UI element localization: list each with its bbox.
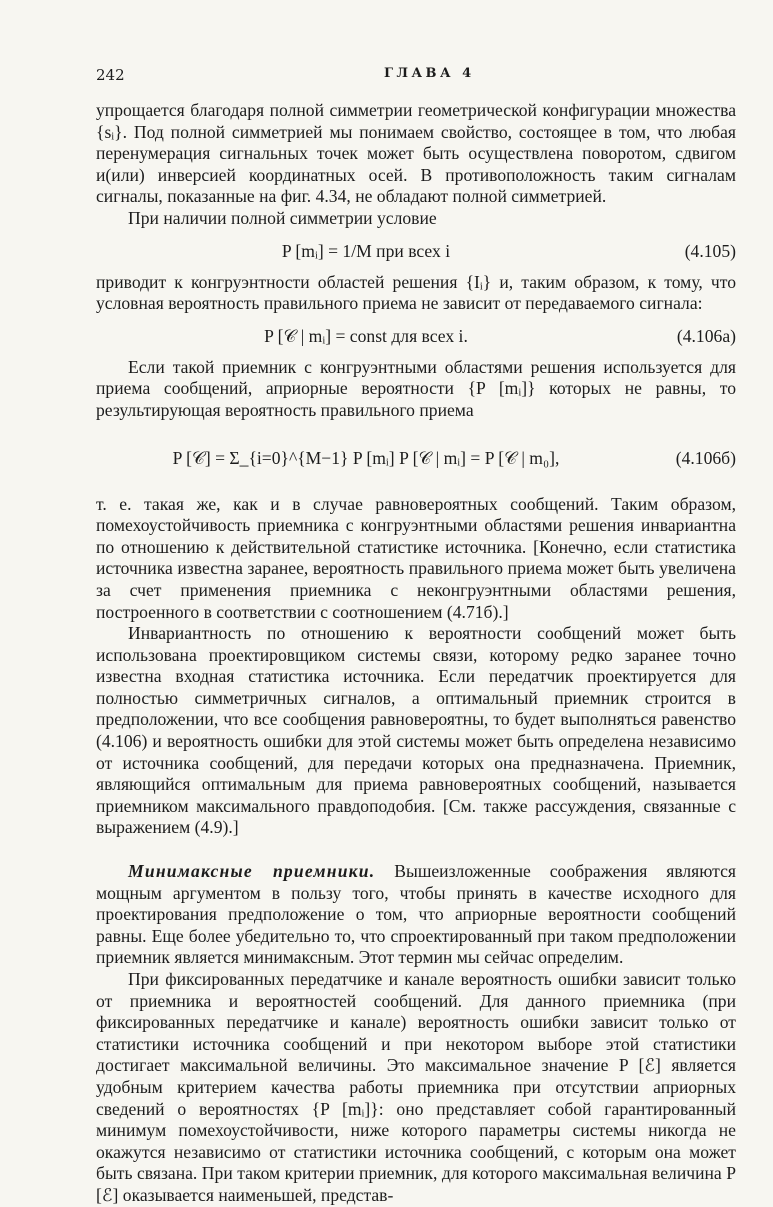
page-header bbox=[96, 66, 745, 90]
equation-4-105-number: (4.105) bbox=[684, 240, 736, 261]
equation-4-105 bbox=[96, 236, 736, 266]
paragraph-4: Если такой приемник с конгруэнтными областями решения используется для приема сообщений, априорные вероятности {P [mᵢ]} которых не равны, то результирующая вероятность правильного приема bbox=[96, 356, 736, 420]
equation-4-106b-expr: P [𝒞] = Σ_{i=0}^{M−1} P [mᵢ] P [𝒞 | mᵢ] = P [𝒞 | m₀], bbox=[172, 447, 560, 468]
page-number: 242 bbox=[96, 66, 125, 84]
paragraph-2: При наличии полной симметрии условие bbox=[128, 207, 437, 228]
equation-4-106a bbox=[96, 321, 736, 351]
paragraph-8: При фиксированных передатчике и канале вероятность ошибки зависит только от приемника и вероятностей сообщений. Для данного приемника (при фиксированных передатчике и канале) вероятность ошибки зависит только от статистики источника сообщений и при некотором выборе этой статистики достигает максимальной величины. Это максимальное значение P [ℰ] является удобным критерием качества работы приемника при отсутствии априорных сведений о вероятностях {P [mᵢ]}: оно представляет собой гарантированный минимум помехоустойчивости, ниже которого параметры системы никогда не окажутся независимо от статистики источника сообщений, с которым она может быть связана. При таком критерии приемник, для которого максимальная величина P [ℰ] оказывается наименьшей, представ- bbox=[96, 969, 736, 1205]
paragraph-1: упрощается благодаря полной симметрии геометрической конфигурации множества {sᵢ}. Под полной симметрией мы понимаем свойство, состоящее в том, что любая перенумерация сигнальных точек может быть осуществлена поворотом, сдвигом и(или) инверсией координатных осей. В противоположность таким сигналам сигналы, показанные на фиг. 4.34, не обладают полной симметрией. bbox=[96, 100, 736, 207]
equation-4-106b bbox=[96, 426, 736, 490]
section-heading-minimax: Минимаксные приемники. bbox=[128, 861, 376, 882]
paragraph-6: Инвариантность по отношению к вероятности сообщений может быть использована проектировщиком системы связи, которому редко заранее точно известна входная статистика источника. Если передатчик проектируется для полностью симметричных сигналов, а оптимальный приемник строится в предположении, что все сообщения равновероятны, то будет выполняться равенство (4.106) и вероятность ошибки для этой системы может быть определена независимо от источника сообщений, для передачи которых она предназначена. Приемник, являющийся оптимальным для приема равновероятных сообщений, называется приемником максимального правдоподобия. [См. также рассуждения, связанные с выражением (4.9).] bbox=[96, 623, 736, 838]
paragraph-3: приводит к конгруэнтности областей решения {Iᵢ} и, таким образом, к тому, что условная вероятность правильного приема не зависит от передаваемого сигнала: bbox=[96, 271, 736, 314]
chapter-title: ГЛАВА 4 bbox=[384, 66, 475, 81]
equation-4-106a-number: (4.106а) bbox=[676, 325, 736, 346]
paragraph-minimax-text: Вышеизложенные соображения являются мощным аргументом в пользу того, чтобы принять в качестве исходного для проектирования предположение о том, что априорные вероятности сообщений равны. Еще более убедительно то, что спроектированный при таком предположении приемник является минимаксным. Этот термин мы сейчас определим. bbox=[96, 861, 736, 968]
equation-4-105-expr: P [mᵢ] = 1/M при всех i bbox=[281, 240, 451, 261]
page-body bbox=[96, 100, 736, 1207]
equation-4-106b-number: (4.106б) bbox=[675, 447, 736, 468]
equation-4-106a-expr: P [𝒞 | mᵢ] = const для всех i. bbox=[264, 325, 468, 346]
paragraph-5: т. е. такая же, как и в случае равновероятных сообщений. Таким образом, помехоустойчивость приемника с конгруэнтными областями решения инвариантна по отношению к действительной статистике источника. [Конечно, если статистика источника известна заранее, вероятность правильного приема может быть увеличена за счет применения приемника с неконгруэнтными областями решения, построенного в соответствии с соотношением (4.71б).] bbox=[96, 493, 736, 622]
paragraph-minimax bbox=[96, 861, 736, 969]
